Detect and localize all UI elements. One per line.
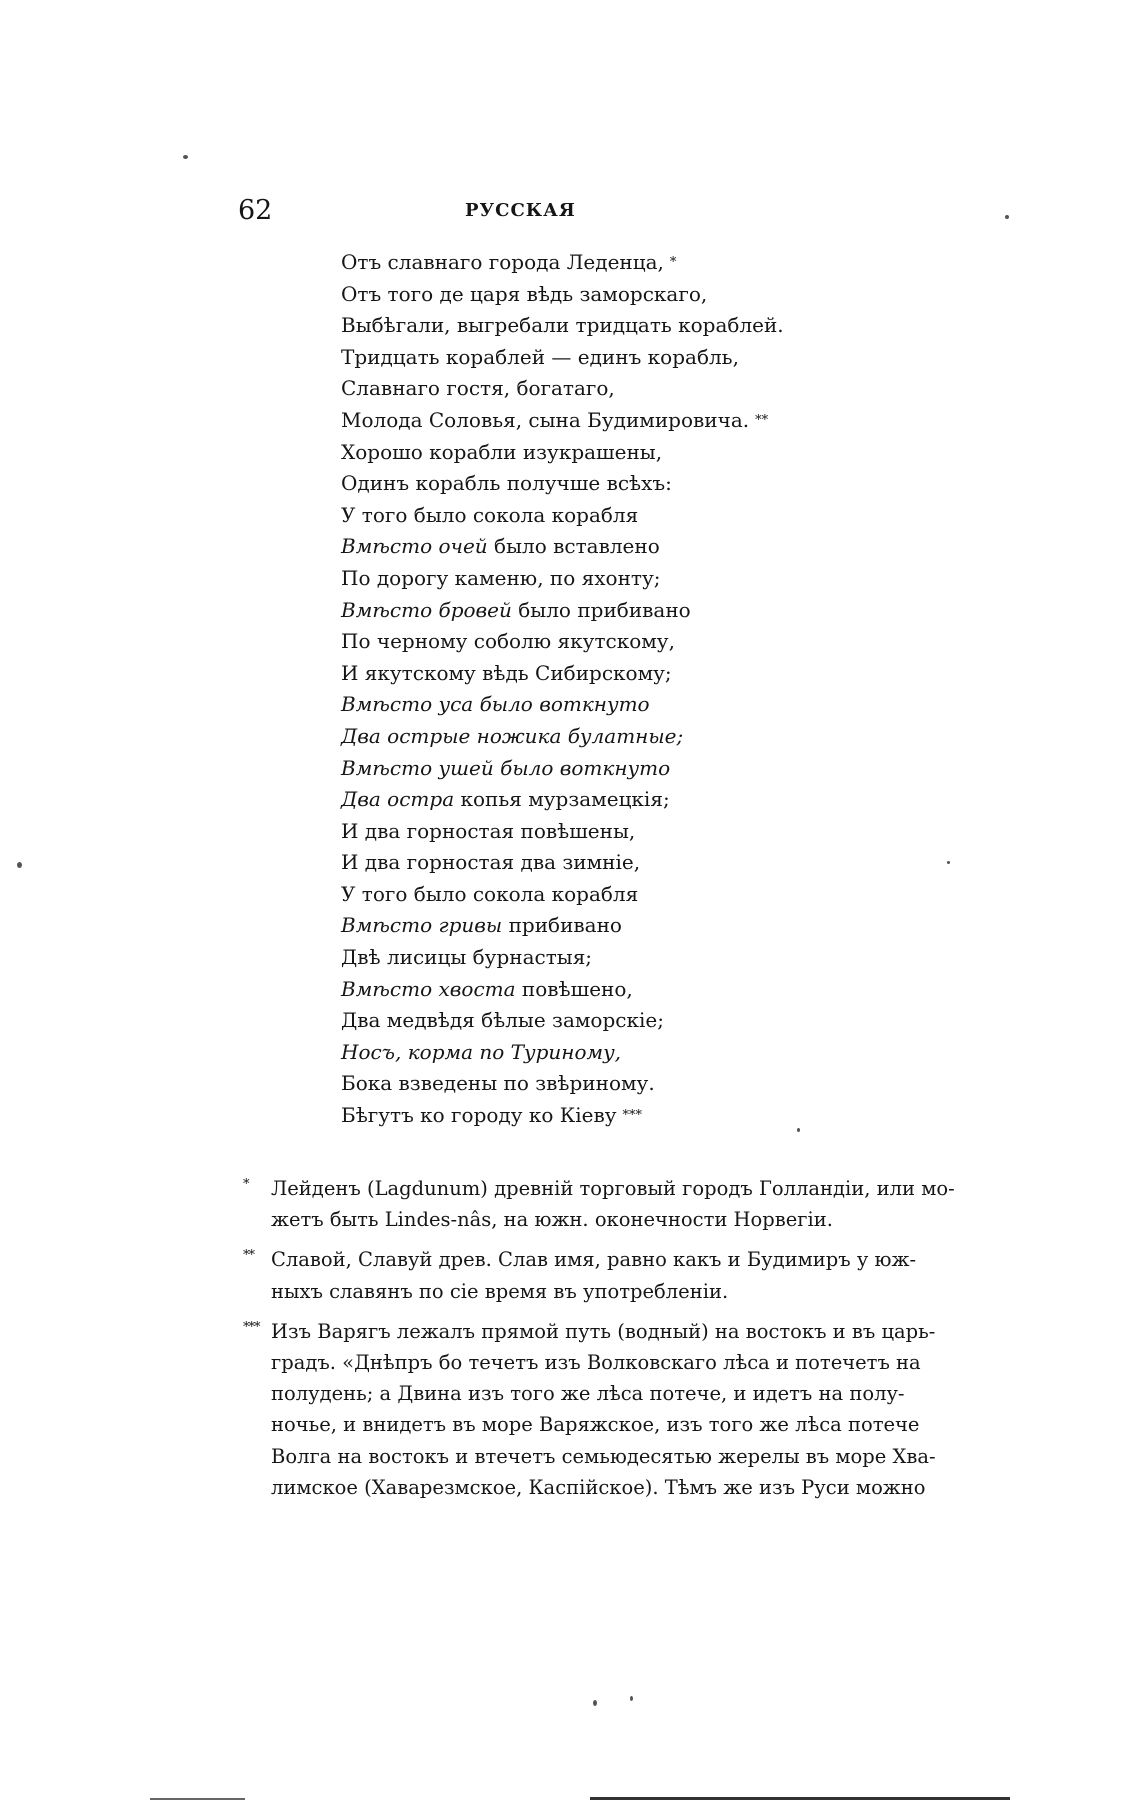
verse-line — [341, 1068, 1061, 1100]
verse-line — [341, 1005, 1061, 1037]
verse-line — [341, 942, 1061, 974]
verse-text: Одинъ корабль получше всѣхъ: — [341, 471, 672, 496]
verse-line — [341, 1100, 1061, 1132]
verse-italic-text: Носъ, корма по Туриному, — [341, 1039, 622, 1064]
running-title: РУССКАЯ — [465, 200, 576, 221]
footnote-mark: * — [243, 1177, 249, 1192]
verse-italic-text: Вмѣсто гривы — [341, 913, 503, 938]
verse-line — [341, 595, 1061, 627]
bottom-scan-rule — [150, 1798, 245, 1800]
footnote-line: ночье, и внидетъ въ море Варяжское, изъ того же лѣса потече — [271, 1413, 920, 1437]
verse-text: Бѣгутъ ко городу ко Кіеву — [341, 1103, 617, 1128]
footnote-line: полудень; а Двина изъ того же лѣса потече, и идетъ на полу- — [271, 1382, 905, 1406]
poem-text — [341, 247, 1061, 1132]
verse-text: Выбѣгали, выгребали тридцать кораблей. — [341, 313, 784, 338]
verse-line — [341, 373, 1061, 405]
scan-speck — [183, 155, 188, 159]
verse-text: У того было сокола корабля — [341, 502, 639, 527]
verse-line — [341, 974, 1061, 1006]
verse-text: И два горностая повѣшены, — [341, 818, 636, 843]
page-number: 62 — [238, 195, 273, 226]
verse-text: прибивано — [502, 913, 622, 938]
footnote-reference-mark: * — [669, 255, 677, 270]
verse-text: Тридцать кораблей — единъ корабль, — [341, 344, 739, 369]
verse-italic-text: Вмѣсто ушей было воткнуто — [341, 755, 671, 780]
verse-italic-text: Вмѣсто хвоста — [341, 976, 516, 1001]
verse-line — [341, 310, 1061, 342]
footnote-mark: ** — [243, 1248, 254, 1264]
verse-line — [341, 468, 1061, 500]
verse-italic-text: Вмѣсто уса было воткнуто — [341, 692, 650, 717]
verse-line — [341, 405, 1061, 437]
scan-speck — [1005, 215, 1009, 219]
verse-text: По дорогу каменю, по яхонту; — [341, 565, 661, 590]
verse-line — [341, 500, 1061, 532]
verse-text: И якутскому вѣдь Сибирскому; — [341, 660, 672, 685]
verse-text: По черному соболю якутскому, — [341, 629, 675, 654]
verse-text: Двѣ лисицы бурнастыя; — [341, 945, 593, 970]
footnote-line: Волга на востокъ и втечетъ семьюдесятью жерелы въ море Хва- — [271, 1444, 936, 1468]
verse-italic-text: Два остра — [341, 787, 455, 812]
scan-speck — [630, 1696, 633, 1701]
verse-text: Хорошо корабли изукрашены, — [341, 439, 663, 464]
scan-speck — [797, 1128, 800, 1132]
verse-line — [341, 626, 1061, 658]
footnote — [243, 1173, 983, 1235]
verse-italic-text: Два острые ножика булатные; — [341, 723, 684, 748]
verse-italic-text: Вмѣсто бровей — [341, 597, 512, 622]
footnote-line: Изъ Варягъ лежалъ прямой путь (водный) на востокъ и въ царь- — [271, 1319, 936, 1343]
verse-line — [341, 910, 1061, 942]
footnote-mark: *** — [243, 1319, 260, 1335]
bottom-scan-rule — [590, 1797, 1010, 1800]
verse-line — [341, 816, 1061, 848]
verse-line — [341, 847, 1061, 879]
footnote-line: жетъ быть Lindes-nâs, на южн. оконечности Норвегіи. — [271, 1208, 833, 1232]
footnote-line: Славой, Славуй древ. Слав имя, равно какъ и Будимиръ у юж- — [271, 1248, 917, 1272]
footnote-line: градъ. «Днѣпръ бо течетъ изъ Волковскаго лѣса и потечетъ на — [271, 1351, 921, 1375]
scan-speck — [593, 1700, 597, 1706]
verse-line — [341, 279, 1061, 311]
footnote-reference-mark: ** — [755, 412, 769, 428]
scan-speck — [17, 862, 22, 868]
footnote-reference-mark: *** — [622, 1108, 642, 1124]
verse-text: Два медвѣдя бѣлые заморскіе; — [341, 1008, 664, 1033]
verse-italic-text: Вмѣсто очей — [341, 534, 488, 559]
verse-text: Молода Соловья, сына Будимировича. — [341, 407, 750, 432]
footnote-line: лимское (Хаварезмское, Каспійское). Тѣмъ же изъ Руси можно — [271, 1475, 926, 1499]
verse-line — [341, 721, 1061, 753]
footnote — [243, 1316, 983, 1503]
verse-line — [341, 1037, 1061, 1069]
verse-text: повѣшено, — [515, 976, 633, 1001]
verse-line — [341, 342, 1061, 374]
verse-line — [341, 879, 1061, 911]
verse-text: У того было сокола корабля — [341, 881, 639, 906]
scan-speck — [947, 861, 950, 864]
footnote-line: ныхъ славянъ по сіе время въ употребленіи. — [271, 1279, 729, 1303]
footnotes — [243, 1173, 983, 1512]
verse-text: копья мурзамецкія; — [454, 787, 670, 812]
footnote-line: Лейденъ (Lagdunum) древній торговый городъ Голландіи, или мо- — [271, 1177, 955, 1200]
verse-line — [341, 563, 1061, 595]
verse-text: Бока взведены по звѣриному. — [341, 1071, 655, 1096]
verse-line — [341, 531, 1061, 563]
verse-line — [341, 784, 1061, 816]
verse-line — [341, 753, 1061, 785]
verse-text: Славнаго гостя, богатаго, — [341, 376, 615, 401]
verse-text: было прибивано — [511, 597, 691, 622]
verse-line — [341, 689, 1061, 721]
verse-text: Отъ славнаго города Леденца, — [341, 250, 664, 274]
verse-line — [341, 658, 1061, 690]
verse-line — [341, 247, 1061, 279]
verse-text: было вставлено — [487, 534, 660, 559]
verse-line — [341, 437, 1061, 469]
footnote — [243, 1244, 983, 1306]
verse-text: И два горностая два зимніе, — [341, 850, 641, 875]
verse-text: Отъ того де царя вѣдь заморскаго, — [341, 281, 708, 306]
